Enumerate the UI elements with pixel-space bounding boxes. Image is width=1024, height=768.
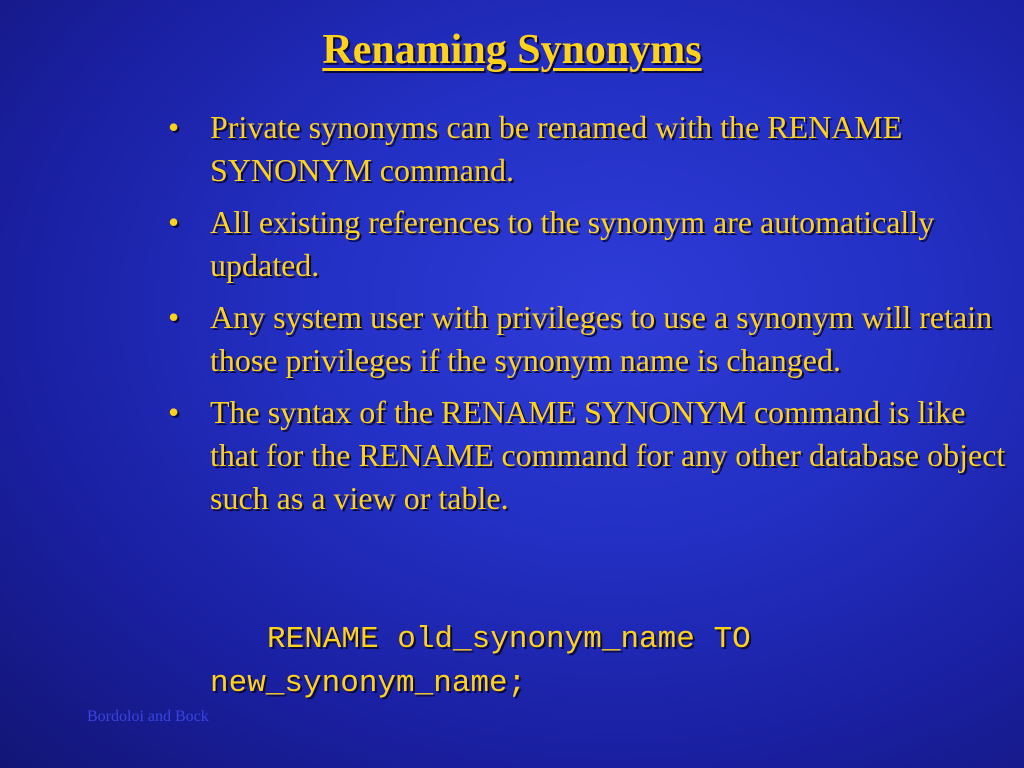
bullet-marker: •	[168, 204, 180, 240]
bullet-item	[160, 106, 1020, 192]
bullet-item	[160, 296, 1020, 382]
code-line: new_synonym_name;	[210, 666, 527, 701]
bullet-marker: •	[168, 299, 180, 335]
bullet-item	[160, 391, 1020, 520]
bullet-text: All existing references to the synonym are automatically updated.	[210, 204, 935, 283]
code-line: RENAME old_synonym_name TO	[267, 622, 751, 657]
bullet-text: The syntax of the RENAME SYNONYM command is like that for the RENAME command for any other database object such as a view or table.	[210, 394, 1006, 516]
footer-credit: Bordoloi and Bock	[87, 708, 209, 725]
bullet-list	[160, 106, 1020, 529]
bullet-marker: •	[168, 394, 180, 430]
bullet-text: Private synonyms can be renamed with the RENAME SYNONYM command.	[210, 109, 903, 188]
code-example	[210, 618, 1010, 706]
bullet-item	[160, 201, 1020, 287]
bullet-marker: •	[168, 109, 180, 145]
slide-title: Renaming Synonyms	[322, 27, 702, 73]
bullet-text: Any system user with privileges to use a synonym will retain those privileges if the synonym name is changed.	[210, 299, 993, 378]
